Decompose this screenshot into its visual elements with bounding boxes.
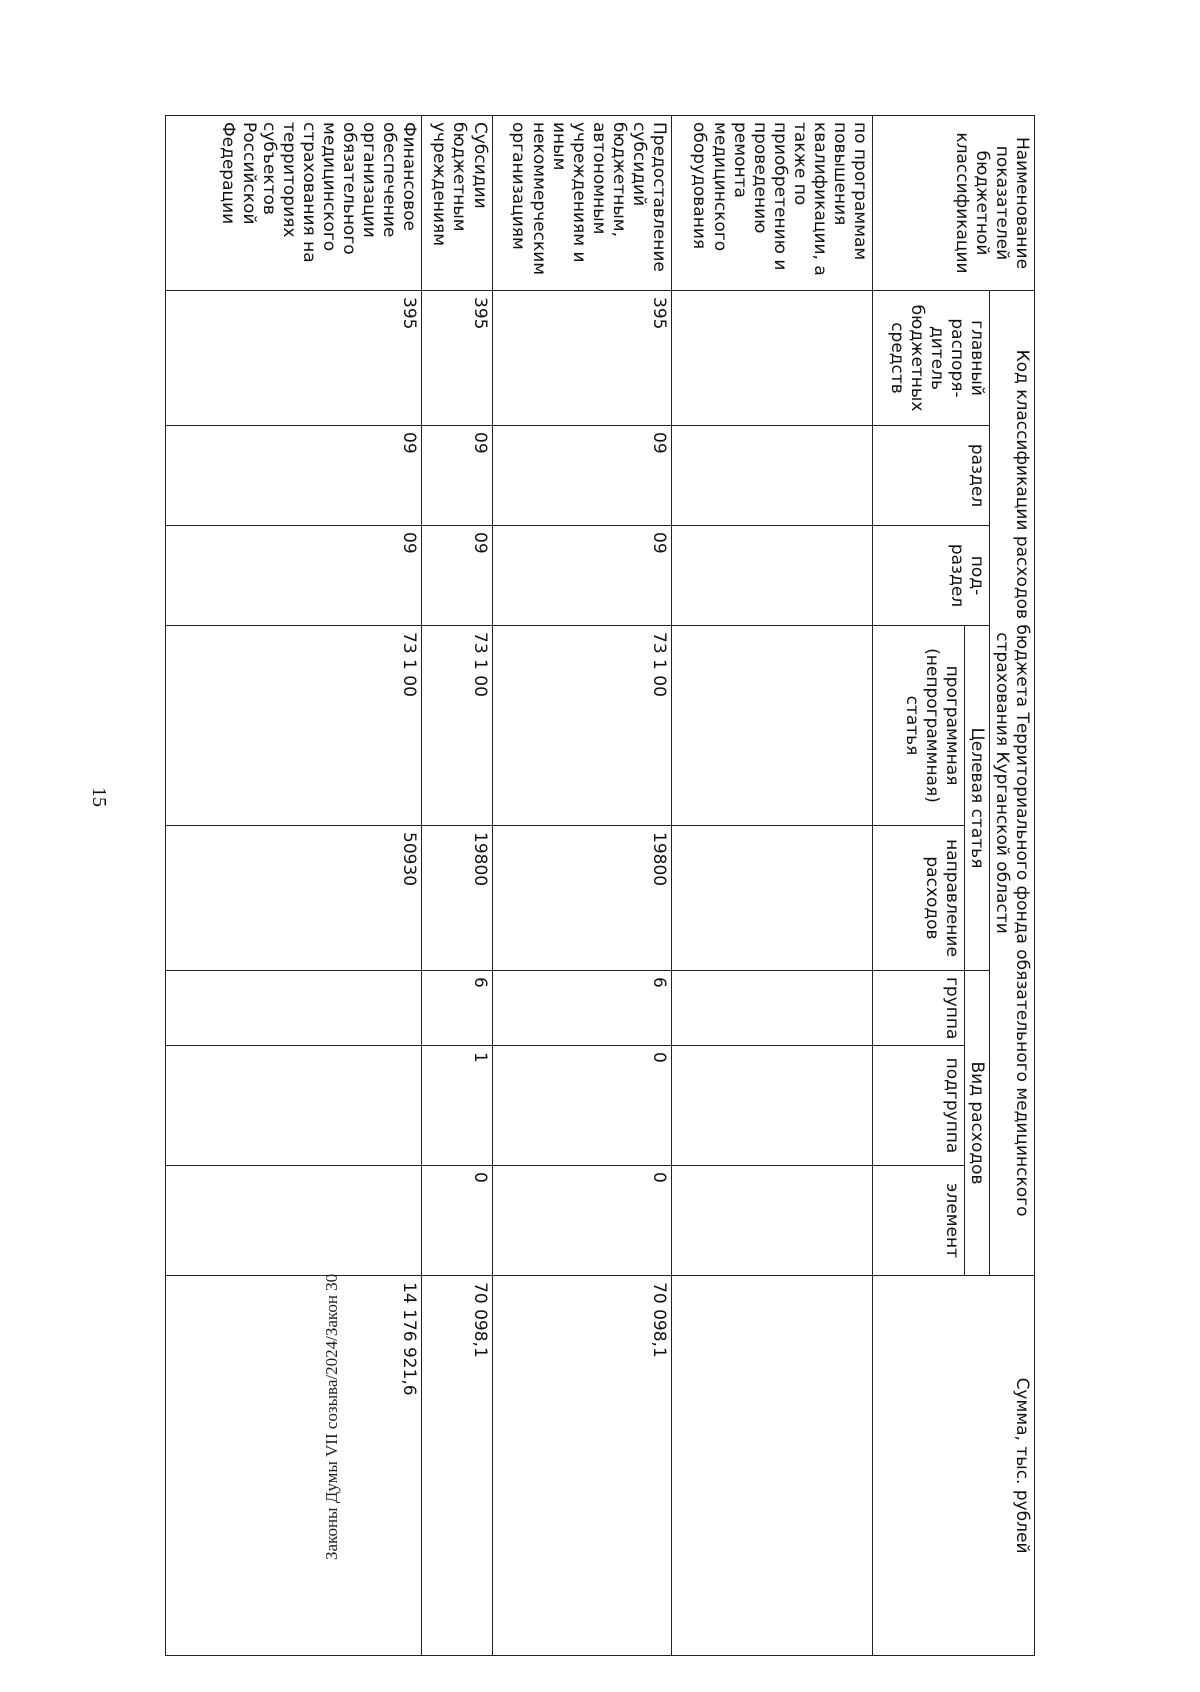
header-gl-rasp: главный распоря-дитель бюджетных средств (872, 291, 989, 426)
cell-gl: 395 (492, 291, 671, 426)
cell-programmnaya: 73 1 00 (421, 626, 492, 826)
cell-podrazdel: 09 (421, 526, 492, 626)
header-code-group: Код классификации расходов бюджета Территориального фонда обязательного медицинского страхования Курганской области (989, 291, 1034, 1276)
cell-name: по программам повышения квалификации, а также по приобретению и проведению ремонта медицинского оборудования (671, 116, 872, 291)
cell-programmnaya: 73 1 00 (166, 626, 422, 826)
cell-podgruppa (671, 1046, 872, 1166)
cell-summa: 70 098,1 (421, 1276, 492, 1656)
cell-podgruppa (166, 1046, 422, 1166)
cell-gl: 395 (166, 291, 422, 426)
cell-programmnaya: 73 1 00 (492, 626, 671, 826)
table-row (671, 116, 872, 1656)
cell-element (671, 1166, 872, 1276)
cell-gruppa: 6 (492, 971, 671, 1046)
header-summa: Сумма, тыс. рублей (872, 1276, 1034, 1656)
header-tselevaya: Целевая статья (964, 626, 989, 971)
header-razdel: раздел (872, 426, 989, 526)
header-napravlenie: направление расходов (872, 826, 964, 971)
cell-gl: 395 (421, 291, 492, 426)
cell-element (166, 1166, 422, 1276)
cell-razdel: 09 (166, 426, 422, 526)
page-footer: Законы Думы VII созыва/2024/Закон 30 (322, 1273, 341, 1560)
cell-gruppa (166, 971, 422, 1046)
cell-summa: 70 098,1 (492, 1276, 671, 1656)
cell-podgruppa: 1 (421, 1046, 492, 1166)
cell-podrazdel: 09 (166, 526, 422, 626)
budget-table-rotated (165, 115, 1035, 1655)
cell-programmnaya (671, 626, 872, 826)
header-name: Наименование показателей бюджетной классификации (872, 116, 1034, 291)
cell-razdel: 09 (492, 426, 671, 526)
table-row (492, 116, 671, 1656)
cell-gruppa: 6 (421, 971, 492, 1046)
header-podrazdel: под-раздел (872, 526, 989, 626)
header-vid-rashodov: Вид расходов (964, 971, 989, 1276)
cell-gruppa (671, 971, 872, 1046)
cell-napravlenie (671, 826, 872, 971)
header-element: элемент (872, 1166, 964, 1276)
header-podgruppa: подгруппа (872, 1046, 964, 1166)
cell-gl (671, 291, 872, 426)
cell-element: 0 (421, 1166, 492, 1276)
cell-podgruppa: 0 (492, 1046, 671, 1166)
cell-podrazdel (671, 526, 872, 626)
cell-podrazdel: 09 (492, 526, 671, 626)
table-row (166, 116, 422, 1656)
header-gruppa: группа (872, 971, 964, 1046)
budget-table (165, 115, 1035, 1656)
cell-name: Предоставление субсидий бюджетным, автономным учреждениям и иным некоммерческим организациям (492, 116, 671, 291)
cell-element: 0 (492, 1166, 671, 1276)
cell-name: Финансовое обеспечение организации обязательного медицинского страхования на территориях субъектов Российской Федерации (166, 116, 422, 291)
page-number: 15 (88, 787, 110, 807)
cell-name: Субсидии бюджетным учреждениям (421, 116, 492, 291)
header-programmnaya: программная (непрограммная) статья (872, 626, 964, 826)
cell-napravlenie: 19800 (421, 826, 492, 971)
cell-razdel: 09 (421, 426, 492, 526)
cell-napravlenie: 50930 (166, 826, 422, 971)
cell-summa (671, 1276, 872, 1656)
cell-razdel (671, 426, 872, 526)
cell-summa: 14 176 921,6 (166, 1276, 422, 1656)
table-row (421, 116, 492, 1656)
cell-napravlenie: 19800 (492, 826, 671, 971)
